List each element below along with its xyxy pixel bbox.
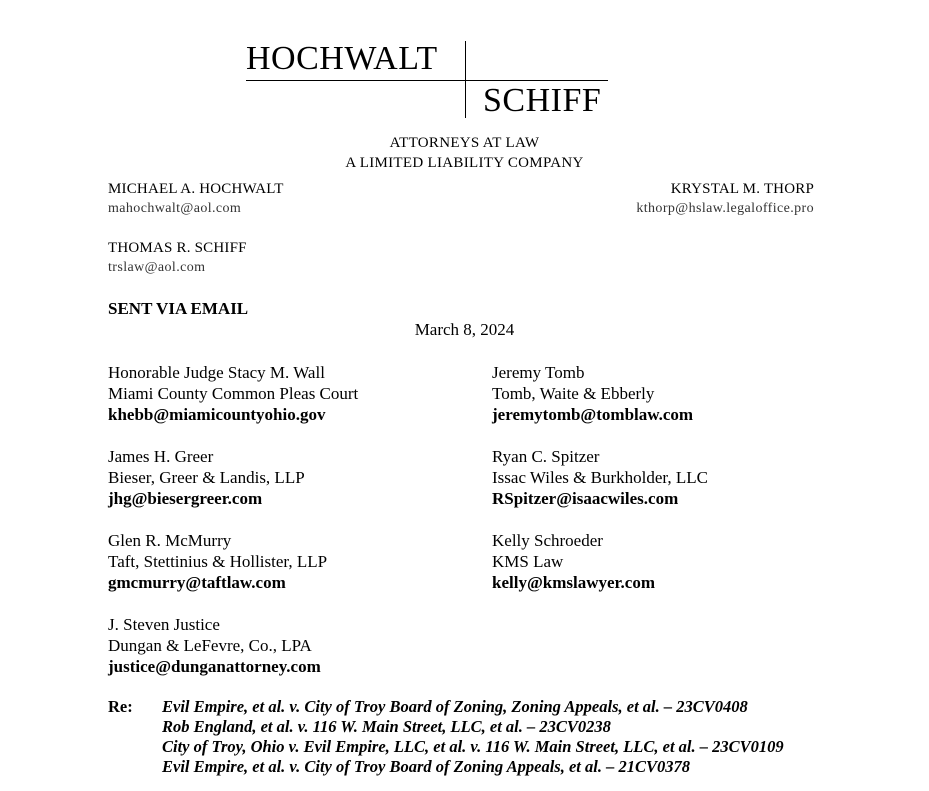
- attorney-email-schiff[interactable]: trslaw@aol.com: [108, 260, 206, 275]
- recipient-block: [492, 446, 708, 509]
- re-case-line: Evil Empire, et al. v. City of Troy Board of Zoning Appeals, et al. – 21CV0378: [162, 757, 690, 776]
- re-case-line: Evil Empire, et al. v. City of Troy Board of Zoning, Zoning Appeals, et al. – 23CV0408: [162, 697, 748, 716]
- recipient-name: Kelly Schroeder: [492, 531, 603, 550]
- recipient-block: [492, 362, 693, 425]
- recipient-name: Jeremy Tomb: [492, 363, 585, 382]
- attorney-email-hochwalt[interactable]: mahochwalt@aol.com: [108, 201, 242, 216]
- recipient-org: Tomb, Waite & Ebberly: [492, 384, 655, 403]
- letter-date: March 8, 2024: [414, 320, 515, 339]
- recipient-email[interactable]: gmcmurry@taftlaw.com: [108, 573, 286, 592]
- recipient-name: James H. Greer: [108, 447, 214, 466]
- recipient-block: [108, 362, 358, 425]
- firm-name-hochwalt: HOCHWALT: [246, 40, 438, 77]
- attorney-name-thorp: KRYSTAL M. THORP: [670, 181, 814, 197]
- firm-subtitle-attorneys: ATTORNEYS AT LAW: [389, 135, 540, 151]
- recipient-email[interactable]: khebb@miamicountyohio.gov: [108, 405, 326, 424]
- re-case-line: Rob England, et al. v. 116 W. Main Street, LLC, et al. – 23CV0238: [162, 717, 611, 736]
- recipient-org: KMS Law: [492, 552, 564, 571]
- re-case-list: [162, 697, 784, 777]
- attorney-name-schiff: THOMAS R. SCHIFF: [108, 240, 247, 256]
- recipient-org: Bieser, Greer & Landis, LLP: [108, 468, 305, 487]
- recipient-email[interactable]: jeremytomb@tomblaw.com: [492, 405, 694, 424]
- recipient-email[interactable]: jhg@biesergreer.com: [108, 489, 263, 508]
- attorney-name-hochwalt: MICHAEL A. HOCHWALT: [108, 181, 284, 197]
- recipient-email[interactable]: justice@dunganattorney.com: [108, 657, 321, 676]
- recipient-name: J. Steven Justice: [108, 615, 220, 634]
- sent-via-email: SENT VIA EMAIL: [108, 299, 249, 318]
- recipient-email[interactable]: RSpitzer@isaacwiles.com: [492, 489, 679, 508]
- recipient-name: Ryan C. Spitzer: [492, 447, 600, 466]
- attorney-email-thorp[interactable]: kthorp@hslaw.legaloffice.pro: [636, 201, 814, 216]
- recipient-block: [108, 614, 321, 677]
- recipient-block: [108, 446, 305, 509]
- recipient-org: Miami County Common Pleas Court: [108, 384, 359, 403]
- firm-logo: [246, 40, 610, 120]
- recipient-org: Issac Wiles & Burkholder, LLC: [492, 468, 708, 487]
- recipient-block: [492, 530, 655, 593]
- recipient-org: Taft, Stettinius & Hollister, LLP: [108, 552, 328, 571]
- logo-horizontal-rule: [246, 80, 608, 81]
- firm-subtitle-llc: A LIMITED LIABILITY COMPANY: [345, 155, 584, 171]
- re-case-line: City of Troy, Ohio v. Evil Empire, LLC, et al. v. 116 W. Main Street, LLC, et al. – 23CV0109: [162, 737, 784, 756]
- recipient-org: Dungan & LeFevre, Co., LPA: [108, 636, 312, 655]
- recipient-block: [108, 530, 327, 593]
- recipient-name: Honorable Judge Stacy M. Wall: [108, 363, 325, 382]
- re-label: Re:: [108, 697, 133, 716]
- recipient-email[interactable]: kelly@kmslawyer.com: [492, 573, 655, 592]
- recipient-name: Glen R. McMurry: [108, 531, 232, 550]
- firm-name-schiff: SCHIFF: [483, 82, 602, 119]
